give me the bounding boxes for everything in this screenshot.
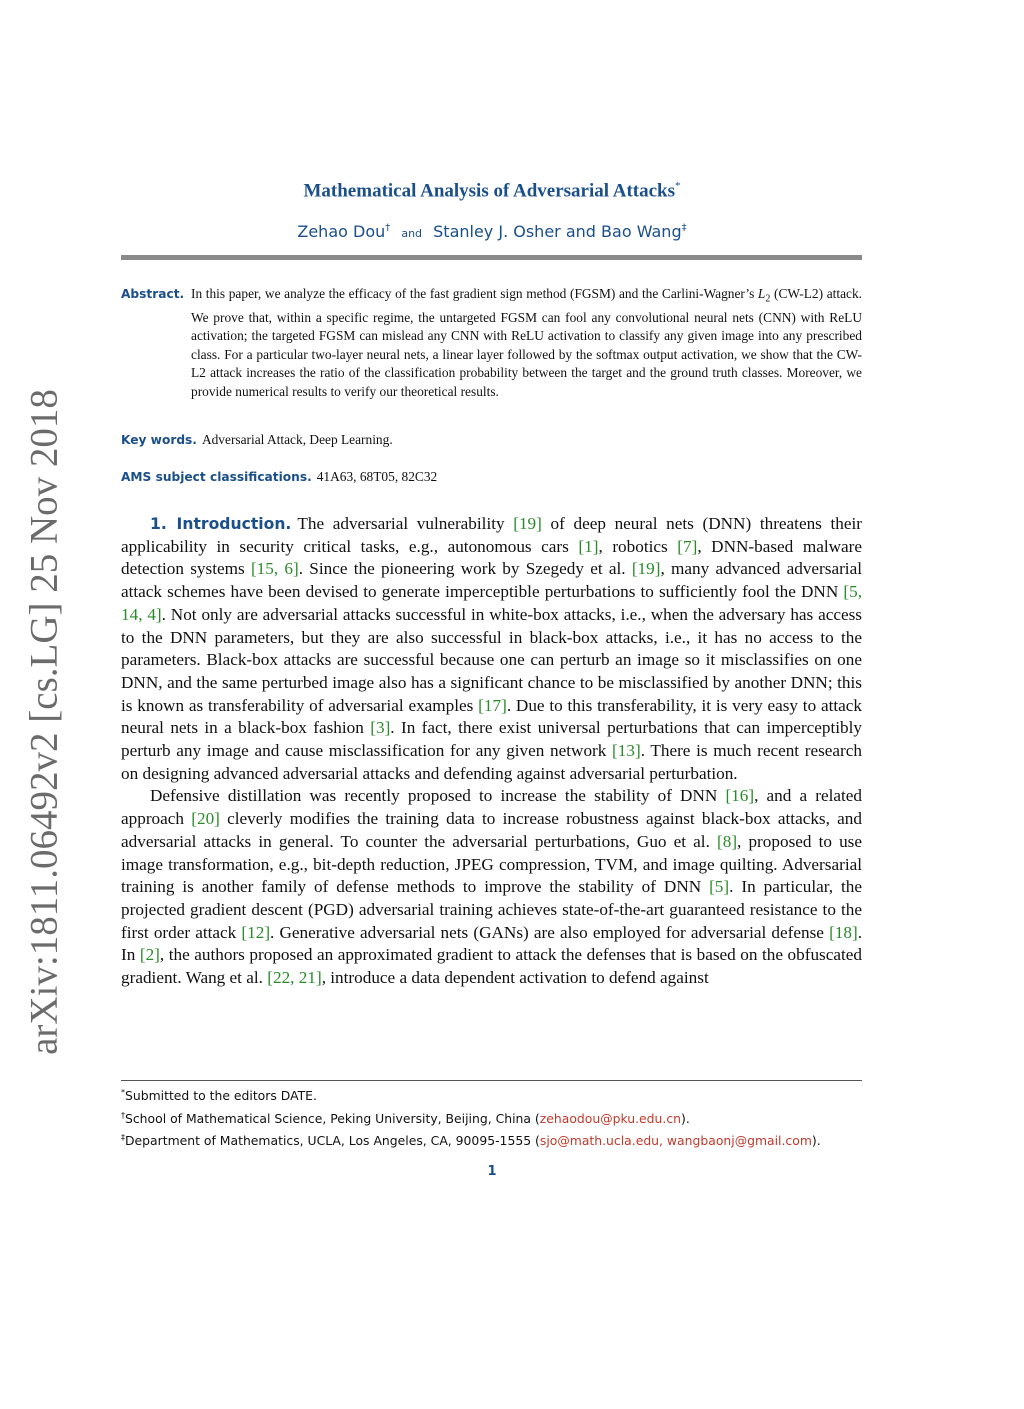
keywords-text: Adversarial Attack, Deep Learning. xyxy=(201,432,393,447)
footnote xyxy=(121,1083,881,1106)
author-name: Bao Wang xyxy=(601,222,682,241)
paragraph-text: , many advanced adversarial attack schemes have been devised to generate imperceptible perturbations to sufficiently fool the DNN xyxy=(121,559,862,602)
footnote-mark: * xyxy=(121,1088,125,1097)
paragraph xyxy=(121,785,862,989)
citation-link[interactable]: [3] xyxy=(370,718,391,738)
paragraph-text: of deep neural nets (DNN) threatens their applicability in security critical tasks, e.g., autonomous cars xyxy=(121,514,862,556)
paragraph-text: , the authors proposed an approximated gradient to attack the defenses that is based on the obfuscated gradient. Wang et al. xyxy=(121,945,862,988)
footnote-rule xyxy=(121,1080,862,1081)
paragraph-text: . Due to this transferability, it is very easy to attack neural nets in a black-box fashion xyxy=(121,695,862,738)
paper-title xyxy=(0,180,984,202)
citation-link[interactable]: [1] xyxy=(578,536,599,556)
paragraph-text: . In xyxy=(121,922,862,965)
paragraph-text: . There is much recent research on designing advanced adversarial attacks and defending against adversarial perturbation. xyxy=(121,741,862,783)
section-heading: 1. Introduction. xyxy=(150,515,292,533)
footnote-text: Submitted to the editors DATE. xyxy=(125,1088,317,1104)
citation-link[interactable]: [2] xyxy=(139,945,160,965)
footnote-text: ). xyxy=(681,1110,690,1126)
page-number: 1 xyxy=(487,1164,497,1179)
paragraph-text: . Generative adversarial nets (GANs) are also employed for adversarial defense xyxy=(270,922,830,942)
abstract-label: Abstract. xyxy=(121,287,185,301)
footnote-mark: ‡ xyxy=(121,1133,125,1143)
ams-label: AMS subject classifications. xyxy=(121,470,312,484)
abstract xyxy=(121,285,862,401)
paragraph-text: , proposed to use image transformation, e.g., bit-depth reduction, JPEG compression, TVM, and image quilting. Adversarial training is another family of defense methods to improve the stability of DNN xyxy=(121,831,862,897)
paragraph-text: , and a related approach xyxy=(121,786,862,829)
citation-link[interactable]: [18] xyxy=(829,922,858,942)
ams-text: 41A63, 68T05, 82C32 xyxy=(316,469,438,484)
arxiv-identifier: arXiv:1811.06492v2 [cs.LG] 25 Nov 2018 xyxy=(22,389,66,1055)
paragraph-text: , introduce a data dependent activation to defend against xyxy=(321,968,709,988)
paragraph-text: . Since the pioneering work by Szegedy et al. xyxy=(298,559,632,579)
paragraph-text: . Not only are adversarial attacks successful in white-box attacks, i.e., when the adversary has access to the DNN parameters, but they are also successful in black-box attacks, i.e., it has no access to the parameters. Black-box attacks are successful because one can perturb an image so it misclassifies on one DNN, and the same perturbed image also has a significant chance to be misclassified by another DNN; this is known as transferability of adversarial examples xyxy=(121,604,862,715)
title-rule xyxy=(121,255,862,260)
title-footnote-mark: * xyxy=(675,180,681,192)
citation-link[interactable]: [13] xyxy=(612,741,641,761)
citation-link[interactable]: [22, 21] xyxy=(267,968,322,988)
footnote-mark: † xyxy=(121,1110,125,1120)
footnote-text: ). xyxy=(811,1133,821,1149)
paragraph-text: The adversarial vulnerability xyxy=(297,514,514,533)
paragraph-text: , robotics xyxy=(598,536,678,556)
citation-link[interactable]: [15, 6] xyxy=(250,559,299,579)
keywords xyxy=(121,431,862,449)
paragraph-text: cleverly modifies the training data to increase robustness against black-box attacks, and adversarial attacks in general. To counter the adversarial perturbations, Guo et al. xyxy=(121,809,862,851)
citation-link[interactable]: [19] xyxy=(631,559,661,579)
email-link[interactable]: sjo@math.ucla.edu, wangbaonj@gmail.com xyxy=(539,1133,812,1149)
citation-link[interactable]: [16] xyxy=(725,786,755,806)
footnote-text: Department of Mathematics, UCLA, Los Angeles, CA, 90095-1555 ( xyxy=(125,1133,540,1149)
author-footnote-mark: ‡ xyxy=(681,222,687,234)
author-name: Stanley J. Osher xyxy=(433,222,561,241)
math-symbol: L xyxy=(757,286,766,301)
paragraph xyxy=(121,513,862,785)
ams-classifications xyxy=(121,468,862,486)
citation-link[interactable]: [7] xyxy=(677,536,698,556)
paragraph-text: , DNN-based malware detection systems xyxy=(121,536,862,579)
paragraph-text: Defensive distillation was recently proposed to increase the stability of DNN xyxy=(150,786,726,806)
author-list xyxy=(0,222,984,241)
citation-link[interactable]: [19] xyxy=(513,514,542,533)
keywords-label: Key words. xyxy=(121,433,197,447)
author-name: Zehao Dou xyxy=(297,222,386,241)
author-footnote-mark: † xyxy=(385,222,391,234)
abstract-text: In this paper, we analyze the efficacy of the fast gradient sign method (FGSM) and the Carlini-Wagner’s xyxy=(191,286,758,301)
abstract-text: (CW-L2) attack. We prove that, within a specific regime, the untargeted FGSM can fool any convolutional neural nets (CNN) with ReLU activation; the targeted FGSM can mislead any CNN with ReLU activation to classify any given image into any prescribed class. For a particular two-layer neural nets, a linear layer followed by the softmax output activation, we show that the CW-L2 attack increases the ratio of the classification probability between the target and the ground truth classes. Moreover, we provide numerical results to verify our theoretical results. xyxy=(191,286,863,399)
footnote-text: School of Mathematical Science, Peking University, Beijing, China ( xyxy=(125,1110,540,1126)
introduction-section xyxy=(121,513,862,990)
paragraph-text: . In particular, the projected gradient descent (PGD) adversarial training achieves state-of-the-art guaranteed resistance to the first order attack xyxy=(121,877,862,942)
citation-link[interactable]: [17] xyxy=(478,695,507,715)
math-subscript: 2 xyxy=(765,293,771,305)
citation-link[interactable]: [5, 14, 4] xyxy=(121,582,862,624)
citation-link[interactable]: [12] xyxy=(241,922,271,942)
email-link[interactable]: zehaodou@pku.edu.cn xyxy=(539,1110,682,1126)
paragraph-text: . In fact, there exist universal perturbations that can imperceptibly perturb any image and cause misclassification for any given network xyxy=(121,718,862,761)
citation-link[interactable]: [8] xyxy=(717,831,738,851)
citation-link[interactable]: [5] xyxy=(709,877,730,897)
footnote xyxy=(121,1128,881,1151)
author-separator: and xyxy=(565,222,596,241)
footnote xyxy=(121,1106,881,1129)
citation-link[interactable]: [20] xyxy=(191,809,220,829)
abstract-body xyxy=(191,285,862,401)
footnotes xyxy=(121,1083,881,1151)
author-separator: and xyxy=(401,227,423,240)
title-text: Mathematical Analysis of Adversarial Attacks xyxy=(303,180,676,202)
